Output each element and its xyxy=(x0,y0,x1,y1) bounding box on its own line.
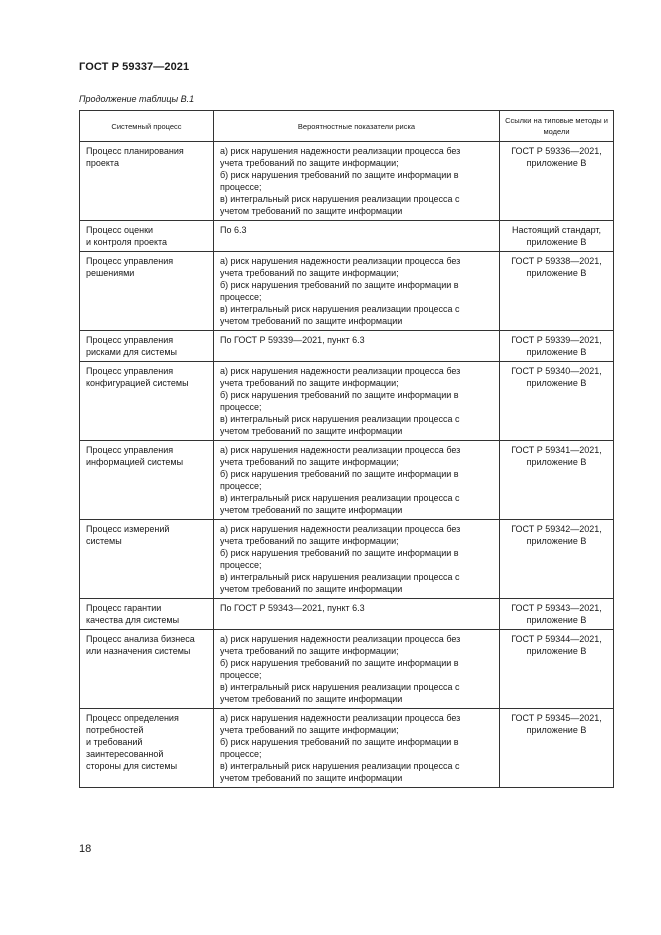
indicators-cell-line: а) риск нарушения надежности реализации процесса без xyxy=(220,256,461,266)
refs-cell xyxy=(500,362,614,441)
process-cell-line: рисками для системы xyxy=(86,347,177,357)
refs-cell-line: приложение В xyxy=(526,378,587,388)
table-row xyxy=(80,221,614,252)
refs-cell-line: Настоящий стандарт, xyxy=(511,225,602,235)
table-row xyxy=(80,252,614,331)
indicators-cell-line: процессе; xyxy=(220,481,262,491)
table-caption: Продолжение таблицы В.1 xyxy=(79,94,195,104)
refs-cell xyxy=(500,441,614,520)
indicators-cell xyxy=(214,142,500,221)
indicators-cell-line: в) интегральный риск нарушения реализации процесса с xyxy=(220,761,460,771)
indicators-cell-line: в) интегральный риск нарушения реализации процесса с xyxy=(220,414,460,424)
indicators-cell xyxy=(214,709,500,788)
refs-cell-line: приложение В xyxy=(526,646,587,656)
indicators-cell-line: учетом требований по защите информации xyxy=(220,426,403,436)
refs-cell-line: приложение В xyxy=(526,615,587,625)
table-row xyxy=(80,441,614,520)
refs-cell-line: ГОСТ Р 59338—2021, xyxy=(511,256,602,266)
refs-cell-line: ГОСТ Р 59345—2021, xyxy=(511,713,602,723)
table-row xyxy=(80,142,614,221)
indicators-cell xyxy=(214,221,500,252)
process-cell-line: и контроля проекта xyxy=(86,237,168,247)
refs-cell xyxy=(500,630,614,709)
indicators-cell-line: учетом требований по защите информации xyxy=(220,694,403,704)
column-header-refs: Ссылки на типовые методы и модели xyxy=(500,111,614,142)
process-cell-line: Процесс управления xyxy=(86,445,174,455)
indicators-cell-line: учетом требований по защите информации xyxy=(220,505,403,515)
refs-cell-line: ГОСТ Р 59342—2021, xyxy=(511,524,602,534)
indicators-cell-line: в) интегральный риск нарушения реализации процесса с xyxy=(220,304,460,314)
process-cell-line: Процесс оценки xyxy=(86,225,154,235)
table-row xyxy=(80,362,614,441)
indicators-cell-line: б) риск нарушения требований по защите информации в xyxy=(220,658,459,668)
indicators-cell-line: учета требований по защите информации; xyxy=(220,646,399,656)
refs-cell-line: приложение В xyxy=(526,347,587,357)
refs-cell-line: приложение В xyxy=(526,725,587,735)
indicators-cell-line: б) риск нарушения требований по защите информации в xyxy=(220,737,459,747)
process-cell xyxy=(80,142,214,221)
indicators-cell-line: б) риск нарушения требований по защите информации в xyxy=(220,469,459,479)
refs-cell-line: ГОСТ Р 59343—2021, xyxy=(511,603,602,613)
refs-cell-line: ГОСТ Р 59344—2021, xyxy=(511,634,602,644)
process-cell-line: Процесс измерений xyxy=(86,524,170,534)
indicators-cell-line: а) риск нарушения надежности реализации процесса без xyxy=(220,366,461,376)
indicators-cell-line: По ГОСТ Р 59339—2021, пункт 6.3 xyxy=(220,335,365,345)
indicators-cell-line: учета требований по защите информации; xyxy=(220,536,399,546)
process-cell xyxy=(80,441,214,520)
refs-cell-line: ГОСТ Р 59339—2021, xyxy=(511,335,602,345)
refs-cell-line: ГОСТ Р 59336—2021, xyxy=(511,146,602,156)
process-cell xyxy=(80,599,214,630)
indicators-cell-line: процессе; xyxy=(220,292,262,302)
refs-cell xyxy=(500,599,614,630)
indicators-cell xyxy=(214,599,500,630)
refs-cell-line: приложение В xyxy=(526,457,587,467)
indicators-cell-line: в) интегральный риск нарушения реализации процесса с xyxy=(220,493,460,503)
refs-cell xyxy=(500,252,614,331)
indicators-cell-line: учета требований по защите информации; xyxy=(220,268,399,278)
indicators-cell-line: учетом требований по защите информации xyxy=(220,316,403,326)
process-cell xyxy=(80,362,214,441)
indicators-cell-line: а) риск нарушения надежности реализации процесса без xyxy=(220,524,461,534)
indicators-cell-line: учетом требований по защите информации xyxy=(220,773,403,783)
table-row xyxy=(80,331,614,362)
indicators-cell-line: учетом требований по защите информации xyxy=(220,584,403,594)
table-body xyxy=(80,142,614,788)
indicators-cell-line: а) риск нарушения надежности реализации процесса без xyxy=(220,146,461,156)
process-cell xyxy=(80,709,214,788)
indicators-cell-line: процессе; xyxy=(220,402,262,412)
table-row xyxy=(80,520,614,599)
process-cell-line: Процесс планирования xyxy=(86,146,184,156)
indicators-cell-line: учетом требований по защите информации xyxy=(220,206,403,216)
indicators-cell xyxy=(214,441,500,520)
column-header-indicators: Вероятностные показатели риска xyxy=(214,111,500,142)
refs-cell-line: приложение В xyxy=(526,158,587,168)
process-cell xyxy=(80,221,214,252)
indicators-cell-line: б) риск нарушения требований по защите информации в xyxy=(220,548,459,558)
refs-cell-line: приложение В xyxy=(526,268,587,278)
indicators-cell-line: б) риск нарушения требований по защите информации в xyxy=(220,390,459,400)
process-cell-line: системы xyxy=(86,536,122,546)
process-cell xyxy=(80,630,214,709)
process-cell-line: качества для системы xyxy=(86,615,180,625)
process-cell-line: проекта xyxy=(86,158,119,168)
refs-cell-line: ГОСТ Р 59341—2021, xyxy=(511,445,602,455)
indicators-cell-line: б) риск нарушения требований по защите информации в xyxy=(220,280,459,290)
indicators-cell-line: учета требований по защите информации; xyxy=(220,378,399,388)
indicators-cell-line: а) риск нарушения надежности реализации процесса без xyxy=(220,445,461,455)
table-row xyxy=(80,599,614,630)
table-row xyxy=(80,630,614,709)
process-cell xyxy=(80,331,214,362)
risk-indicators-table xyxy=(79,110,614,788)
indicators-cell-line: процессе; xyxy=(220,182,262,192)
indicators-cell-line: б) риск нарушения требований по защите информации в xyxy=(220,170,459,180)
indicators-cell-line: процессе; xyxy=(220,670,262,680)
process-cell-line: Процесс управления xyxy=(86,256,174,266)
process-cell-line: Процесс управления xyxy=(86,335,174,345)
process-cell xyxy=(80,252,214,331)
refs-cell xyxy=(500,520,614,599)
process-cell-line: стороны для системы xyxy=(86,761,178,771)
process-cell-line: Процесс определения xyxy=(86,713,179,723)
indicators-cell xyxy=(214,362,500,441)
indicators-cell-line: учета требований по защите информации; xyxy=(220,457,399,467)
indicators-cell-line: учета требований по защите информации; xyxy=(220,725,399,735)
process-cell-line: конфигурацией системы xyxy=(86,378,189,388)
process-cell xyxy=(80,520,214,599)
indicators-cell-line: По ГОСТ Р 59343—2021, пункт 6.3 xyxy=(220,603,365,613)
refs-cell xyxy=(500,709,614,788)
process-cell-line: заинтересованной xyxy=(86,749,164,759)
process-cell-line: и требований xyxy=(86,737,143,747)
table-header-row xyxy=(80,111,614,142)
indicators-cell-line: процессе; xyxy=(220,749,262,759)
process-cell-line: Процесс управления xyxy=(86,366,174,376)
process-cell-line: Процесс гарантии xyxy=(86,603,162,613)
page-number: 18 xyxy=(79,843,92,855)
indicators-cell-line: в) интегральный риск нарушения реализации процесса с xyxy=(220,194,460,204)
table-row xyxy=(80,709,614,788)
refs-cell-line: приложение В xyxy=(526,237,587,247)
refs-cell xyxy=(500,331,614,362)
refs-cell-line: приложение В xyxy=(526,536,587,546)
refs-cell xyxy=(500,221,614,252)
process-cell-line: информацией системы xyxy=(86,457,184,467)
indicators-cell-line: в) интегральный риск нарушения реализации процесса с xyxy=(220,572,460,582)
refs-cell xyxy=(500,142,614,221)
indicators-cell xyxy=(214,520,500,599)
process-cell-line: решениями xyxy=(86,268,135,278)
column-header-process: Системный процесс xyxy=(80,111,214,142)
indicators-cell-line: в) интегральный риск нарушения реализации процесса с xyxy=(220,682,460,692)
indicators-cell-line: процессе; xyxy=(220,560,262,570)
indicators-cell-line: По 6.3 xyxy=(220,225,247,235)
refs-cell-line: ГОСТ Р 59340—2021, xyxy=(511,366,602,376)
indicators-cell xyxy=(214,630,500,709)
indicators-cell xyxy=(214,331,500,362)
process-cell-line: Процесс анализа бизнеса xyxy=(86,634,195,644)
indicators-cell-line: учета требований по защите информации; xyxy=(220,158,399,168)
document-header: ГОСТ Р 59337—2021 xyxy=(79,61,190,73)
indicators-cell-line: а) риск нарушения надежности реализации процесса без xyxy=(220,713,461,723)
indicators-cell-line: а) риск нарушения надежности реализации процесса без xyxy=(220,634,461,644)
process-cell-line: потребностей xyxy=(86,725,144,735)
indicators-cell xyxy=(214,252,500,331)
process-cell-line: или назначения системы xyxy=(86,646,191,656)
